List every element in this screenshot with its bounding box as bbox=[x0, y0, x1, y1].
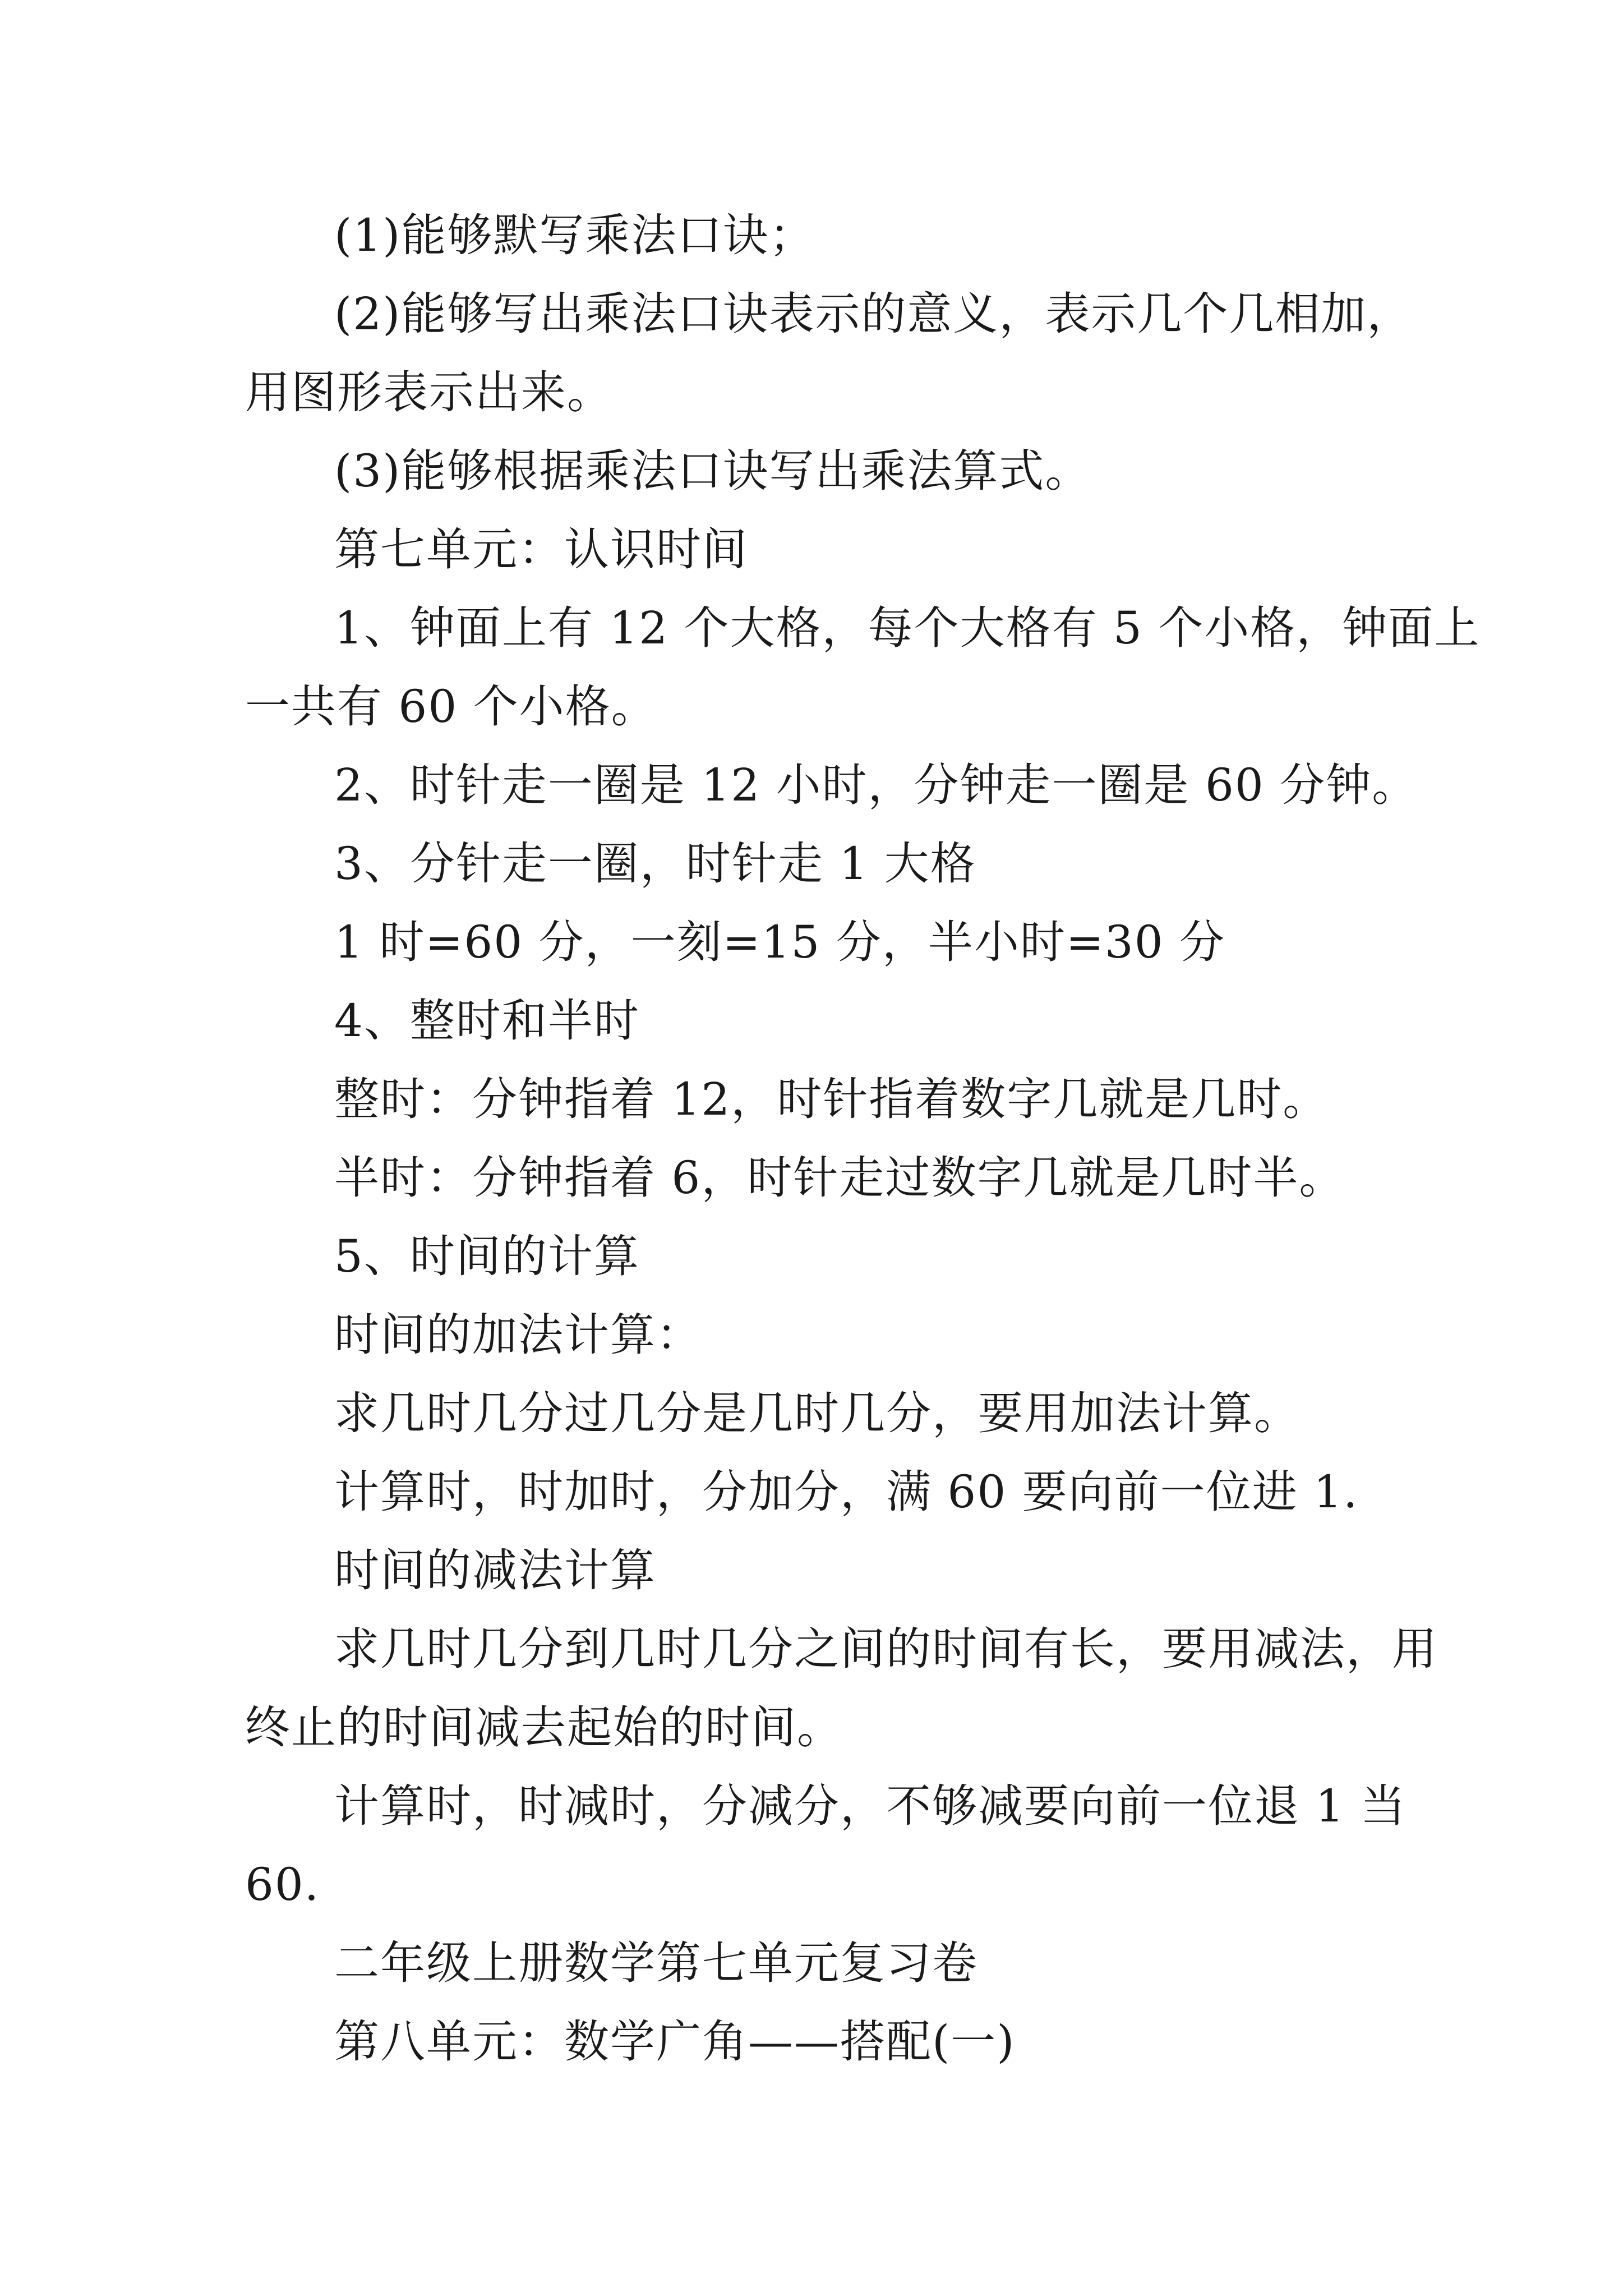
point-4: 4、整时和半时 bbox=[334, 995, 640, 1047]
review-title: 二年级上册数学第七单元复习卷 bbox=[334, 1937, 978, 1989]
subtraction-rule-continued: 终止的时间减去起始的时间。 bbox=[245, 1701, 843, 1754]
point-2: 2、时针走一圈是 12 小时，分钟走一圈是 60 分钟。 bbox=[334, 759, 1418, 811]
time-units: 1 时=60 分，一刻=15 分，半小时=30 分 bbox=[334, 916, 1226, 968]
whole-hour: 整时：分钟指着 12，时针指着数字几就是几时。 bbox=[334, 1073, 1329, 1125]
subtraction-method: 计算时，时减时，分减分，不够减要向前一位退 1 当 bbox=[334, 1780, 1407, 1832]
objective-2: (2)能够写出乘法口诀表示的意义，表示几个几相加， bbox=[334, 288, 1413, 340]
point-5: 5、时间的计算 bbox=[334, 1230, 640, 1282]
point-1: 1、钟面上有 12 个大格，每个大格有 5 个小格，钟面上 bbox=[334, 602, 1481, 654]
subtraction-rule: 求几时几分到几时几分之间的时间有长，要用减法，用 bbox=[334, 1623, 1438, 1675]
subtraction-method-continued: 60. bbox=[245, 1858, 320, 1911]
objective-1: (1)能够默写乘法口诀； bbox=[334, 209, 815, 261]
point-1-continued: 一共有 60 个小格。 bbox=[245, 680, 657, 733]
point-3: 3、分针走一圈，时针走 1 大格 bbox=[334, 838, 976, 890]
addition-heading: 时间的加法计算： bbox=[334, 1309, 702, 1361]
half-hour: 半时：分钟指着 6，时针走过数字几就是几时半。 bbox=[334, 1152, 1345, 1204]
subtraction-heading: 时间的减法计算 bbox=[334, 1544, 656, 1596]
unit-7-heading: 第七单元：认识时间 bbox=[334, 523, 748, 576]
objective-2-continued: 用图形表示出来。 bbox=[245, 366, 613, 418]
addition-method: 计算时，时加时，分加分，满 60 要向前一位进 1. bbox=[334, 1466, 1359, 1518]
unit-8-heading: 第八单元：数学广角——搭配(一) bbox=[334, 2016, 1016, 2068]
addition-rule: 求几时几分过几分是几时几分，要用加法计算。 bbox=[334, 1387, 1300, 1439]
objective-3: (3)能够根据乘法口诀写出乘法算式。 bbox=[334, 445, 1091, 497]
